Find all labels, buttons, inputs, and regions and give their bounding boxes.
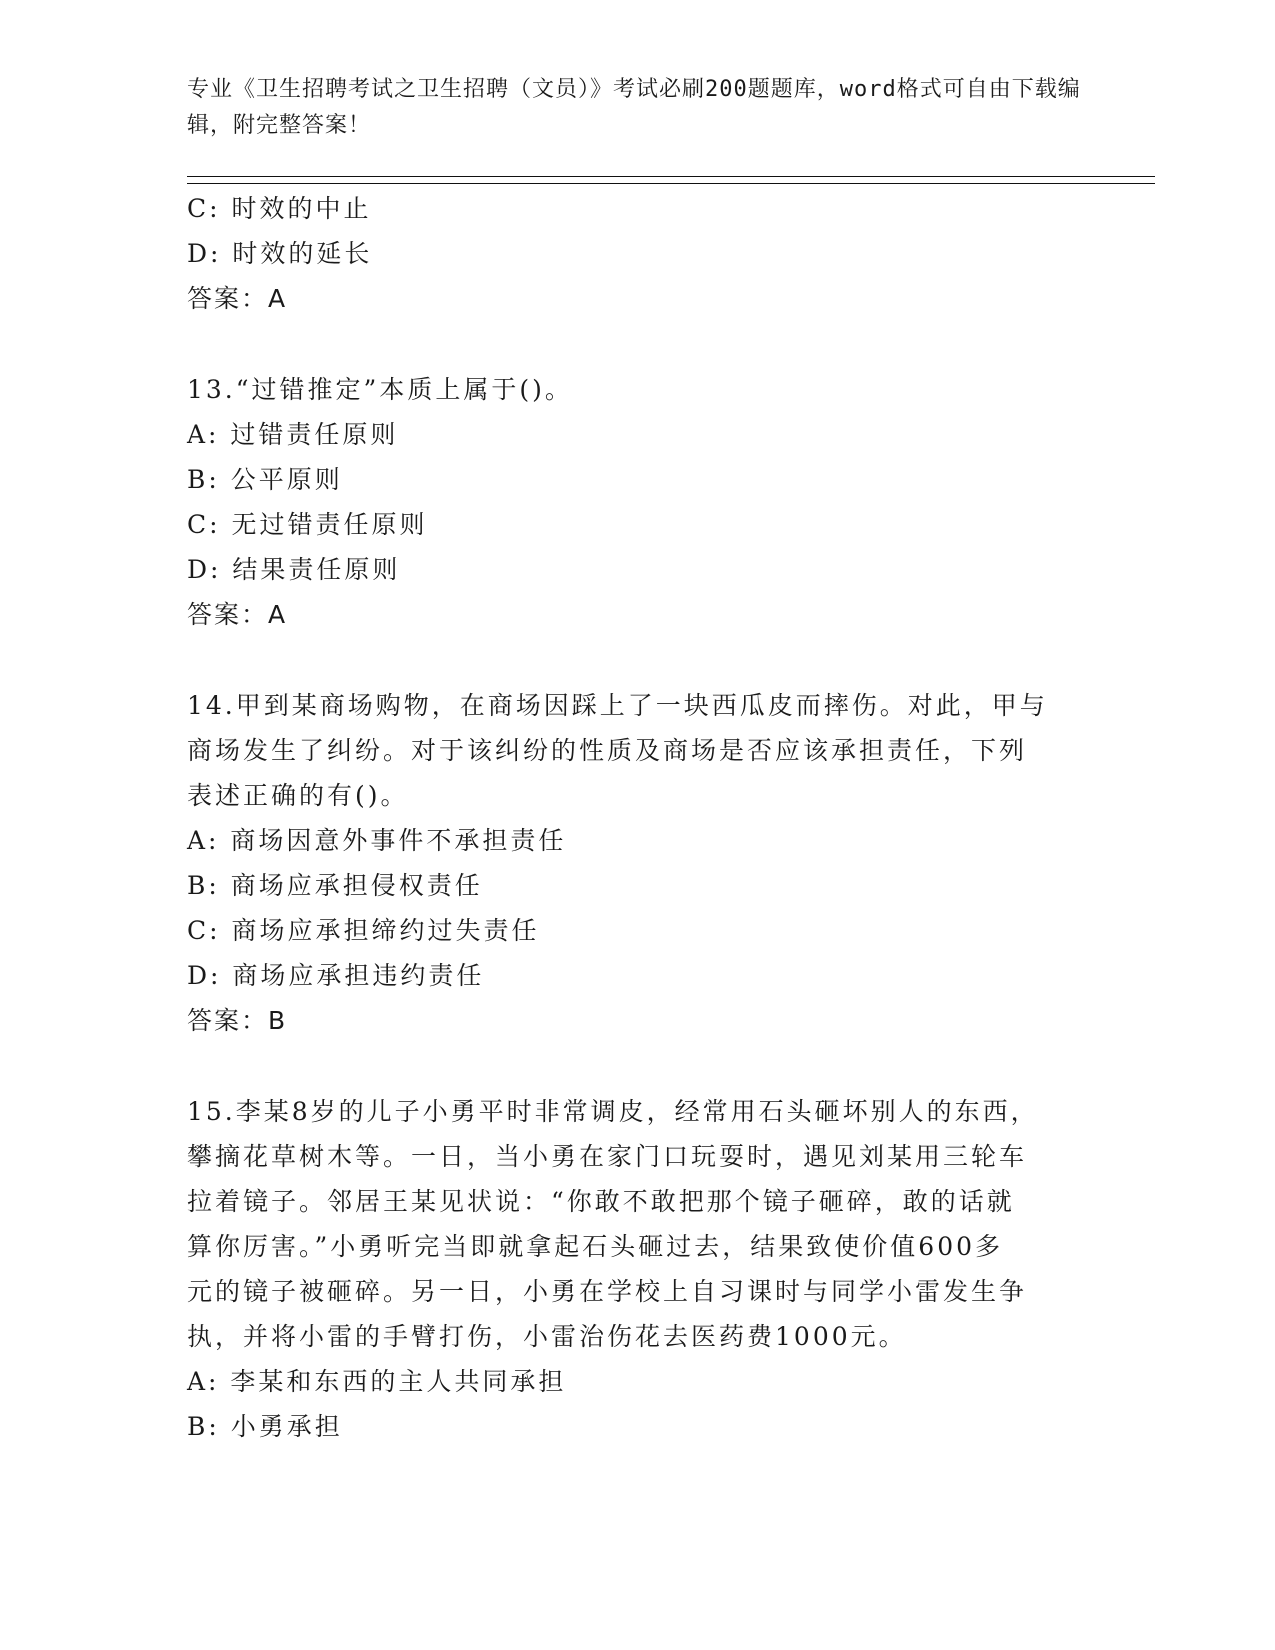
answer-line: 答案：A [187, 284, 288, 313]
question-stem: 算你厉害。”小勇听完当即就拿起石头砸过去，结果致使价值600多 [187, 1232, 1004, 1261]
option-c: C: 无过错责任原则 [187, 510, 428, 539]
option-c: C: 时效的中止 [187, 194, 372, 223]
option-d: D: 商场应承担违约责任 [187, 961, 485, 990]
question-list [187, 186, 1157, 1449]
question-stem: 执，并将小雷的手臂打伤，小雷治伤花去医药费1000元。 [187, 1322, 907, 1351]
question-stem: 14.甲到某商场购物，在商场因踩上了一块西瓜皮而摔伤。对此，甲与 [187, 691, 1048, 720]
question-stem: 元的镜子被砸碎。另一日，小勇在学校上自习课时与同学小雷发生争 [187, 1277, 1028, 1306]
option-d: D: 时效的延长 [187, 239, 373, 268]
question-block [187, 1089, 1157, 1449]
option-b: B: 商场应承担侵权责任 [187, 871, 483, 900]
question-block [187, 367, 1157, 638]
spacer [187, 322, 1157, 367]
option-a: A: 过错责任原则 [187, 420, 399, 449]
option-d: D: 结果责任原则 [187, 555, 401, 584]
option-a: A: 商场因意外事件不承担责任 [187, 826, 567, 855]
question-block [187, 186, 1157, 322]
spacer [187, 638, 1157, 683]
spacer [187, 1044, 1157, 1089]
question-block [187, 683, 1157, 1044]
document-page [187, 72, 1157, 1449]
question-stem: 拉着镜子。邻居王某见状说：“你敢不敢把那个镜子砸碎，敢的话就 [187, 1187, 1015, 1216]
option-b: B: 小勇承担 [187, 1412, 343, 1441]
question-stem: 商场发生了纠纷。对于该纠纷的性质及商场是否应该承担责任，下列 [187, 736, 1028, 765]
answer-line: 答案：A [187, 600, 288, 629]
question-stem: 表述正确的有()。 [187, 781, 409, 810]
header-divider [187, 176, 1155, 184]
question-stem: 攀摘花草树木等。一日，当小勇在家门口玩耍时，遇见刘某用三轮车 [187, 1142, 1028, 1171]
question-stem: 13.“过错推定”本质上属于()。 [187, 375, 573, 404]
question-stem: 15.李某8岁的儿子小勇平时非常调皮，经常用石头砸坏别人的东西， [187, 1097, 1039, 1126]
answer-line: 答案：B [187, 1006, 288, 1035]
option-c: C: 商场应承担缔约过失责任 [187, 916, 540, 945]
option-a: A: 李某和东西的主人共同承担 [187, 1367, 567, 1396]
option-b: B: 公平原则 [187, 465, 343, 494]
document-header: 专业《卫生招聘考试之卫生招聘（文员）》考试必刷200题题库，word格式可自由下载编辑，附完整答案！ [187, 77, 1081, 138]
